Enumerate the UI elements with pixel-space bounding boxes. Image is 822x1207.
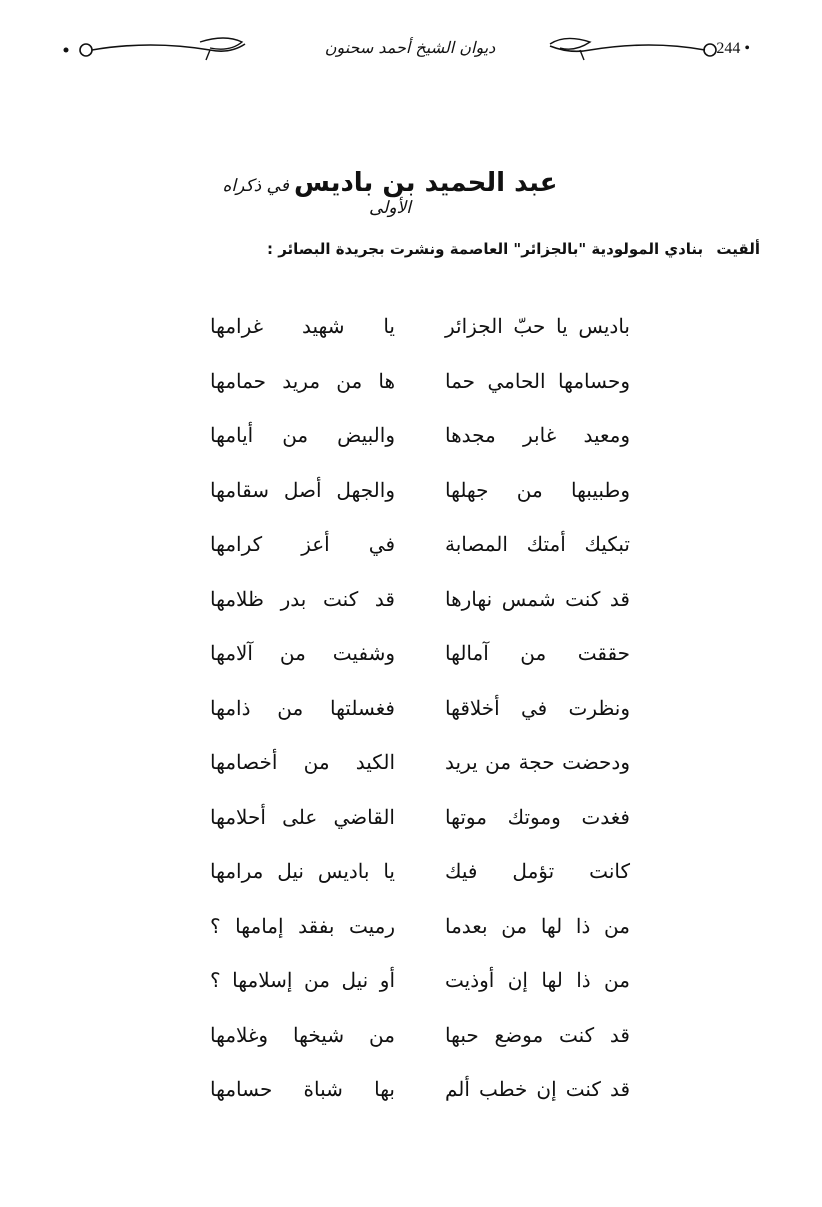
verse-ajuz: يا شهيد غرامها: [210, 314, 395, 338]
verse-sadr: كانت تؤمل فيك: [445, 859, 630, 883]
verse-ajuz: بها شباة حسامها: [210, 1077, 395, 1101]
verse-line: [200, 518, 630, 573]
verse-sadr: ونظرت في أخلاقها: [445, 695, 630, 720]
verse-sadr: قد كنت شمس نهارها: [445, 586, 630, 611]
verse-ajuz: يا باديس نيل مرامها: [210, 859, 395, 883]
verse-line: [200, 355, 630, 410]
verse-ajuz: قد كنت بدر ظلامها: [210, 586, 395, 611]
verse-sadr: تبكيك أمتك المصابة: [445, 532, 630, 556]
verse-ajuz: وشفيت من آلامها: [210, 641, 395, 665]
page-header: [60, 30, 760, 70]
poem-title: [200, 168, 580, 218]
verse-line: [200, 1009, 630, 1064]
right-flourish-ornament: [540, 30, 730, 70]
intro-text: بنادي المولودية "بالجزائر" العاصمة ونشرت بجريدة البصائر :: [266, 240, 704, 258]
verse-ajuz: من شيخها وغلامها: [210, 1022, 395, 1047]
verse-ajuz: القاضي على أحلامها: [210, 804, 395, 829]
verse-ajuz: والبيض من أيامها: [210, 423, 395, 447]
verse-sadr: وحسامها الحامي حما: [445, 368, 630, 393]
verse-line: [200, 409, 630, 464]
verse-line: [200, 573, 630, 628]
verse-ajuz: رميت بفقد إمامها ؟: [210, 913, 395, 938]
verse-sadr: حققت من آمالها: [445, 641, 630, 665]
verse-sadr: باديس يا حبّ الجزائر: [445, 314, 630, 338]
poem-intro: [60, 240, 760, 258]
verse-ajuz: في أعز كرامها: [210, 532, 395, 556]
intro-marker: ألقيت: [716, 240, 760, 258]
verse-line: [200, 736, 630, 791]
verse-ajuz: والجهل أصل سقامها: [210, 477, 395, 502]
verse-ajuz: أو نيل من إسلامها ؟: [210, 968, 395, 992]
verse-sadr: ودحضت حجة من يريد: [445, 750, 630, 774]
verse-line: [200, 627, 630, 682]
poem-title-main: عبد الحميد بن باديس: [293, 168, 558, 198]
verse-line: [200, 845, 630, 900]
verse-line: [200, 464, 630, 519]
verse-ajuz: الكيد من أخصامها: [210, 750, 395, 774]
poem-title-subtitle: في ذكراه الأولى: [222, 176, 411, 218]
verse-line: [200, 682, 630, 737]
verses-block: [200, 300, 630, 1118]
verse-sadr: فغدت وموتك موتها: [445, 804, 630, 829]
verse-ajuz: فغسلتها من ذامها: [210, 695, 395, 720]
verse-sadr: من ذا لها من بعدما: [445, 913, 630, 938]
left-flourish-ornament: [60, 30, 260, 70]
verse-ajuz: ها من مريد حمامها: [210, 368, 395, 393]
running-title: ديوان الشيخ أحمد سحنون: [324, 38, 496, 57]
verse-sadr: قد كنت إن خطب ألم: [445, 1077, 630, 1101]
page-number: 244 •: [716, 40, 750, 57]
verse-sadr: وطبيبها من جهلها: [445, 477, 630, 502]
verse-sadr: ومعيد غابر مجدها: [445, 423, 630, 447]
verse-line: [200, 1063, 630, 1118]
verse-sadr: قد كنت موضع حبها: [445, 1022, 630, 1047]
verse-sadr: من ذا لها إن أوذيت: [445, 968, 630, 992]
verse-line: [200, 954, 630, 1009]
verse-line: [200, 791, 630, 846]
verse-line: [200, 300, 630, 355]
verse-line: [200, 900, 630, 955]
